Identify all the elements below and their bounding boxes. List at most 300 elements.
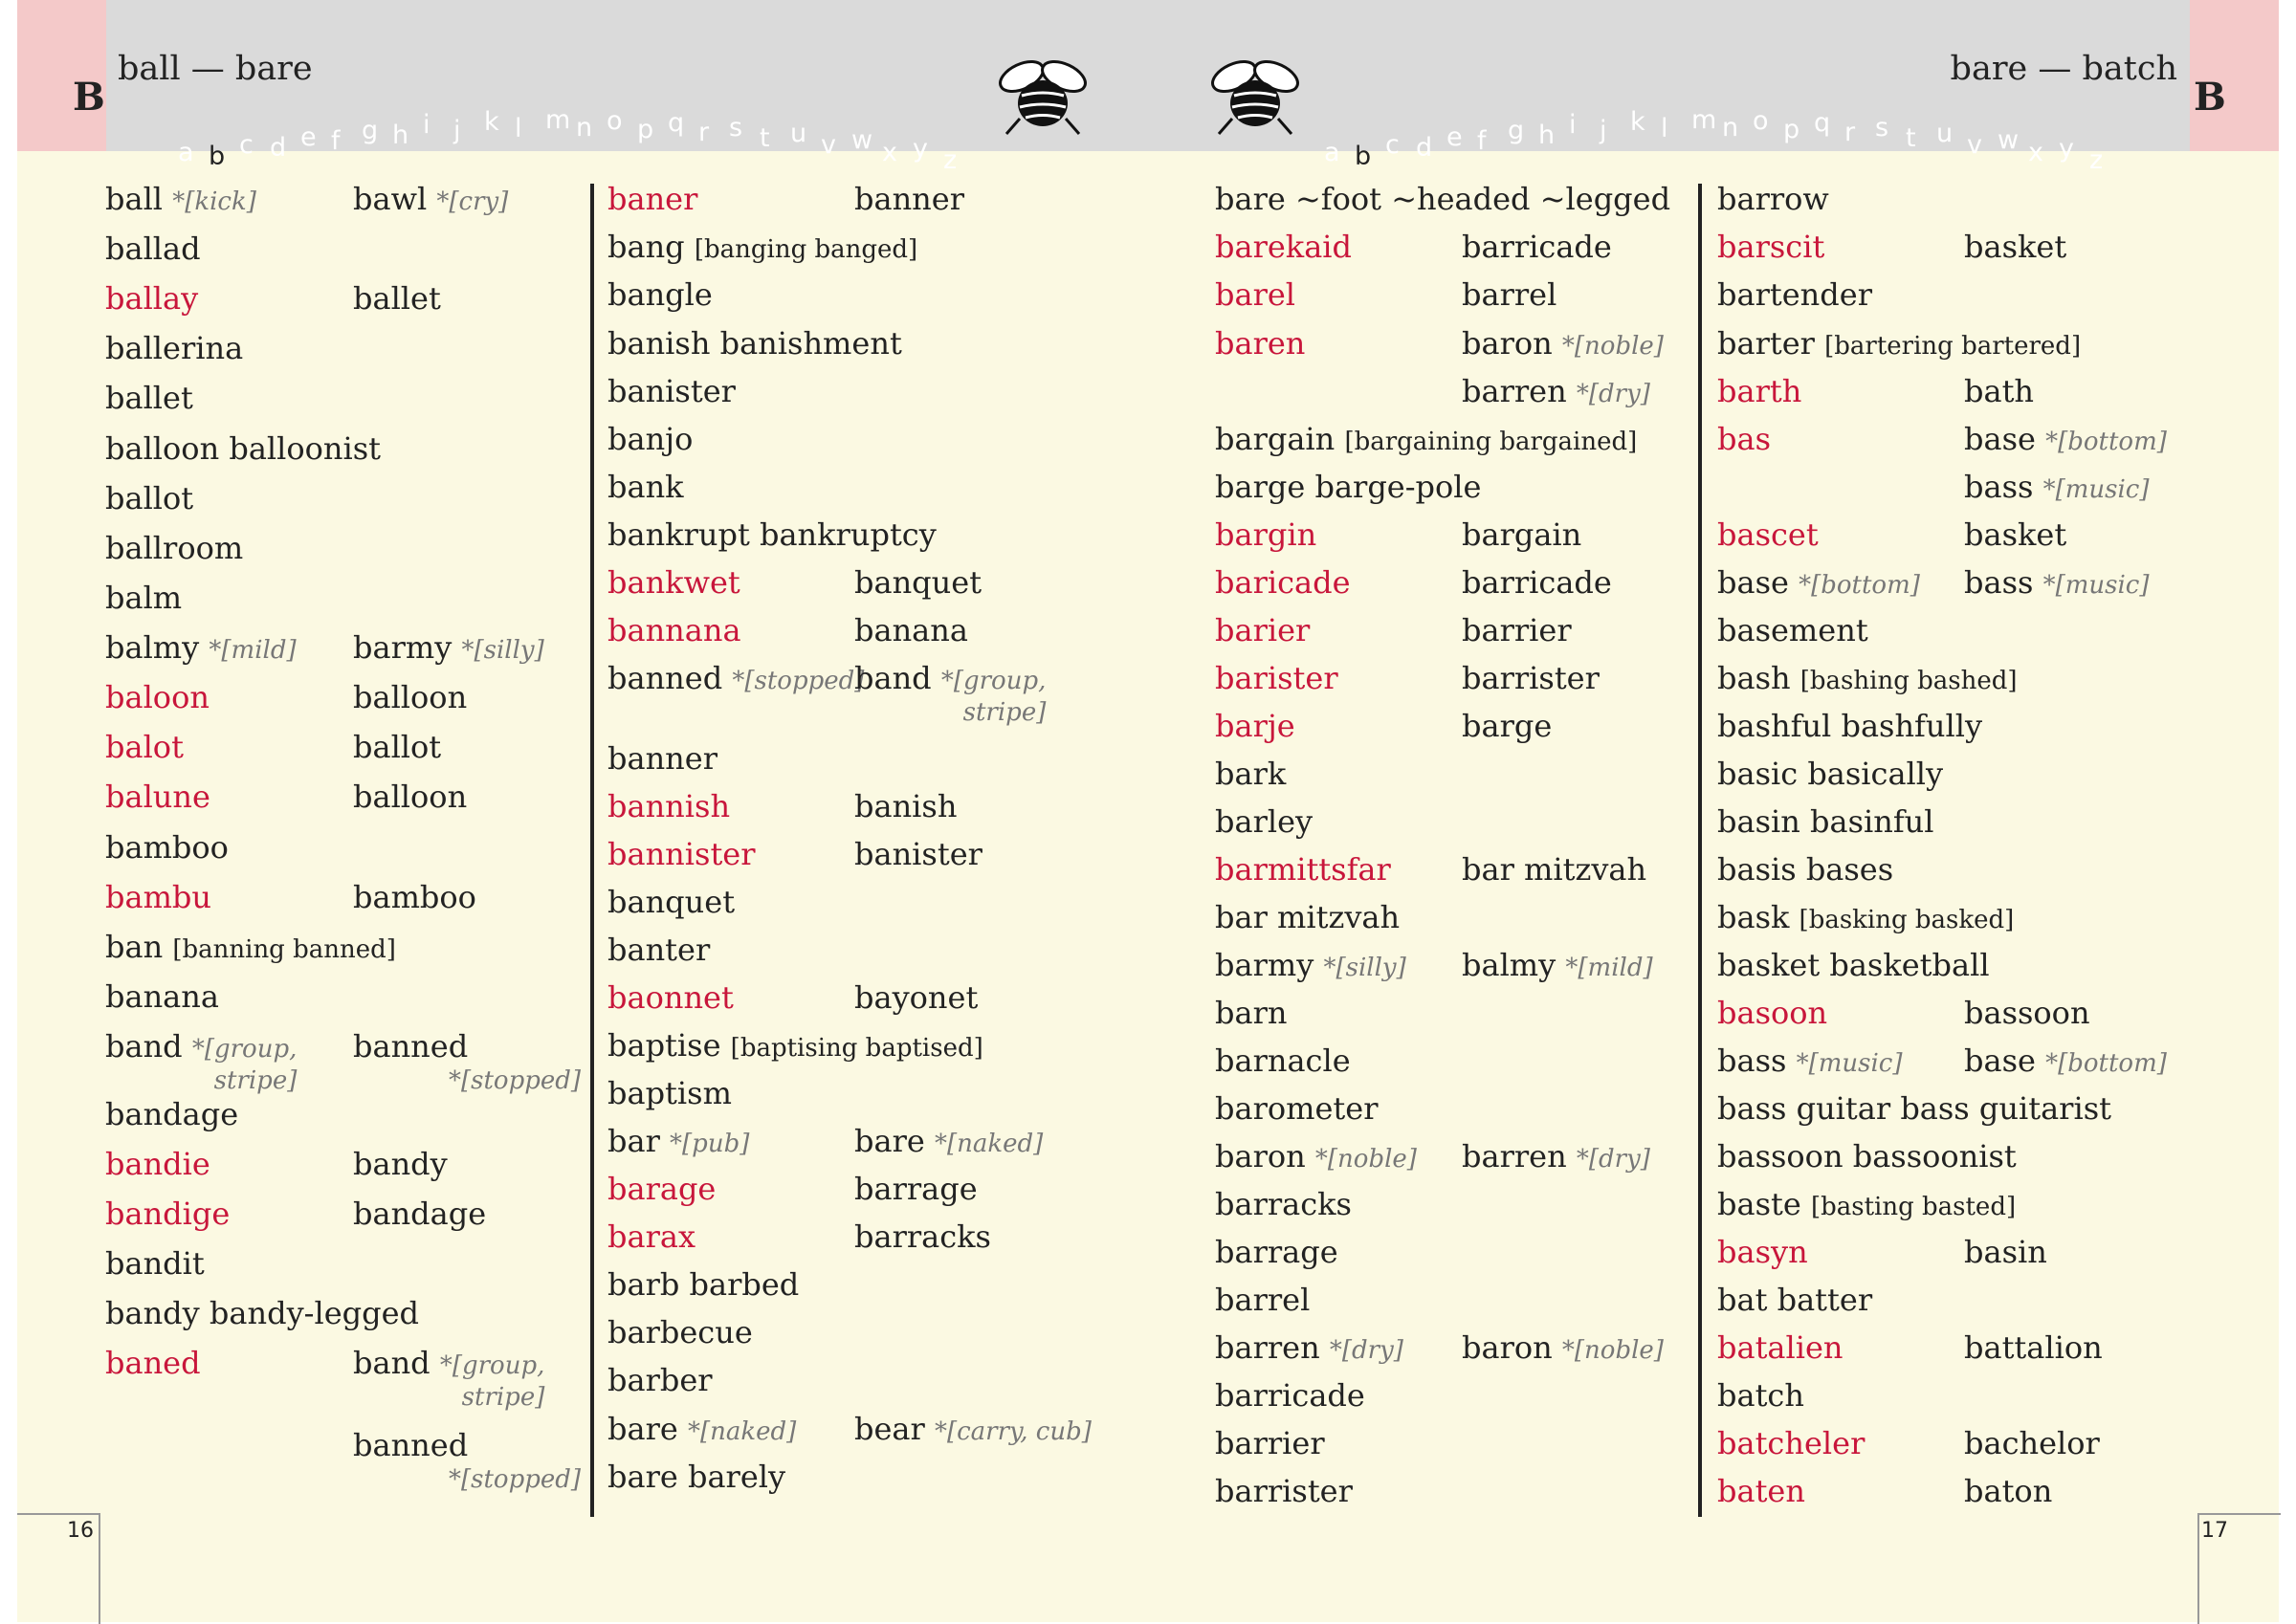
headword-text: barth [1717,373,1802,409]
alphabet-letter-b: b [1355,142,1372,171]
correct-spelling-text: banner [854,181,965,217]
misspelt-headword [607,182,697,216]
headword-text: bannish [607,788,731,824]
headword-entry [607,277,713,312]
headword-entry [1717,1187,2016,1224]
headword-text: barel [1215,276,1296,313]
headword-entry [607,1315,753,1350]
correct-spelling [353,182,508,219]
alphabet-letter-p: p [637,115,654,144]
headword-text: balune [105,779,210,815]
alphabet-letter-g: g [1508,116,1525,145]
correct-spelling-text: bayonet [854,979,979,1016]
alphabet-letter-q: q [668,108,685,138]
meaning-hint: *[music] [2042,475,2150,504]
headword-entry [1215,1235,1338,1269]
misspelt-headword [1717,1426,1865,1460]
headword-text: bassoon bassoonist [1717,1138,2017,1174]
headword-text: baren [1215,325,1306,362]
correct-spelling [1462,948,1653,985]
headword-text: bambu [105,879,211,915]
headword-text: bamboo [105,829,229,866]
alphabet-letter-h: h [1538,121,1556,150]
alphabet-letter-e: e [300,122,317,152]
alphabet-letter-t: t [1906,123,1916,153]
correct-spelling-text: bath [1964,373,2035,409]
headword-entry [1717,709,1982,743]
correct-spelling [854,789,957,823]
correct-spelling-text: band [854,660,932,696]
alphabet-letter-u: u [790,119,807,148]
headword-text: barrage [1215,1234,1338,1270]
headword-entry [105,1296,419,1330]
headword-text: banquet [607,884,736,920]
correct-spelling-text: bar mitzvah [1462,851,1647,888]
correct-spelling [854,980,978,1015]
correct-spelling [1964,1426,2100,1460]
headword-entry [1215,1091,1379,1126]
alphabet-letter-r: r [698,118,710,147]
headword-text: barb barbed [607,1266,800,1303]
correct-spelling-text: balloon [353,679,468,715]
misspelt-headword [607,789,730,823]
correct-spelling-text: ballet [353,280,441,317]
alphabet-letter-y: y [913,134,928,164]
meaning-hint: *[dry] [1576,1145,1650,1174]
headword-text: ballay [105,280,199,317]
meaning-hint: *[music] [1796,1049,1903,1078]
meaning-hint: *[bottom] [2045,428,2167,456]
meaning-hint: *[music] [2042,571,2150,600]
correct-spelling-text: bawl [353,181,428,217]
headword-entry [1717,1139,2017,1174]
alphabet-letter-o: o [607,106,623,136]
alphabet-letter-u: u [1936,119,1954,148]
alphabet-letter-c: c [1385,130,1400,160]
misspelt-headword [105,1147,210,1181]
headword-text: barnacle [1215,1042,1351,1079]
correct-spelling-text: base [1964,1042,2036,1079]
headword-entry [607,741,718,776]
headword-text: bar mitzvah [1215,899,1401,935]
headword-text: bankwet [607,564,740,601]
alphabet-letter-w: w [1998,125,2020,155]
correct-spelling-text: barren [1462,1138,1567,1174]
misspelt-headword [1717,230,1824,264]
correct-spelling-text: baron [1462,1329,1553,1366]
right-section-letter: B [2194,75,2226,120]
alphabet-letter-o: o [1753,106,1769,136]
correct-spelling-text: banned [353,1028,469,1064]
correct-spelling-text: barrier [1462,612,1572,648]
headword-text: bank [607,469,684,505]
correct-spelling [1964,374,2034,408]
correct-spelling-text: bear [854,1411,925,1447]
meaning-hint: *[noble] [1561,1336,1664,1365]
alphabet-letter-m: m [1691,105,1717,135]
headword-text: banner [607,740,718,777]
headword-text: bandie [105,1146,210,1182]
meaning-hint: *[bottom] [1799,571,1920,600]
alphabet-letter-m: m [545,105,571,135]
headword-entry [1215,182,1670,216]
alphabet-letter-t: t [760,123,770,153]
headword-entry [1215,1043,1351,1078]
misspelt-headword [607,980,734,1015]
alphabet-letter-z: z [943,145,958,175]
headword-entry [105,431,381,466]
headword-entry [607,470,684,504]
headword-text: bare [607,1411,678,1447]
misspelt-headword [105,880,211,914]
headword-text: bashful bashfully [1717,708,1983,744]
correct-spelling [1462,613,1572,647]
misspelt-headword [607,565,740,600]
headword-text: baonnet [607,979,734,1016]
misspelt-headword [607,1172,716,1206]
correct-spelling [1964,1330,2103,1365]
correct-spelling [1964,1474,2052,1508]
correct-spelling [1964,422,2167,459]
headword-text: barax [607,1218,695,1255]
headword-text: banana [105,978,219,1015]
misspelt-headword [1215,230,1352,264]
correct-spelling-text: bamboo [353,879,476,915]
headword-entry [607,422,693,456]
correct-spelling [1964,517,2066,552]
correct-spelling-text: banned [353,1427,469,1463]
headword-entry [105,481,193,516]
misspelt-headword [105,779,210,814]
alphabet-letter-s: s [1875,113,1889,143]
headword-entry [1717,1091,2111,1126]
headword-text: barmittsfar [1215,851,1391,888]
correct-spelling-text: barricade [1462,564,1612,601]
alphabet-letter-k: k [1630,107,1645,137]
headword-text: baricade [1215,564,1351,601]
meaning-hint: *[kick] [172,187,256,216]
correct-spelling [1964,1043,2167,1081]
misspelt-headword [1215,277,1295,312]
correct-spelling [1462,852,1646,887]
headword-entry [1215,804,1313,839]
headword-text: barn [1215,995,1288,1031]
headword-entry [1717,1378,1804,1413]
right-alphabet-strip [1324,105,2128,175]
meaning-hint: *[dry] [1576,380,1650,408]
headword-entry [1215,1426,1325,1460]
headword-entry [1717,661,2018,698]
headword-entry [607,1028,983,1065]
correct-spelling-text: bass [1964,469,2034,505]
headword-text: ballerina [105,330,244,366]
correct-spelling [1462,1139,1650,1176]
inflections: [bashing bashed] [1799,667,2018,695]
headword-text: bare barely [607,1459,786,1495]
column-divider [1698,184,1702,1517]
misspelt-headword [1717,1474,1805,1508]
headword-entry [1717,757,1943,791]
meaning-hint: *[carry, cub] [934,1417,1092,1446]
headword-entry [1717,1043,1902,1081]
headword-text: bartender [1717,276,1872,313]
alphabet-letter-j: j [1600,116,1607,145]
headword-text: barge barge-pole [1215,469,1482,505]
misspelt-headword [1215,661,1338,695]
headword-text: banish banishment [607,325,902,362]
headword-entry [1717,565,1920,603]
headword-entry [607,374,736,408]
meaning-hint: *[silly] [1323,954,1406,982]
headword-text: batch [1717,1377,1804,1414]
headword-text: banjo [607,421,694,457]
headword-entry [1215,1378,1365,1413]
headword-entry [1215,470,1481,504]
alphabet-letter-h: h [392,121,409,150]
correct-spelling-text: barren [1462,373,1567,409]
correct-spelling [353,281,441,316]
headword-entry [607,517,937,552]
headword-text: batcheler [1717,1425,1866,1461]
meaning-hint: *[group, [940,667,1047,695]
headword-entry [105,331,243,365]
headword-text: bang [607,229,685,265]
headword-text: bargin [1215,516,1317,553]
headword-entry [607,230,917,267]
headword-entry [1215,422,1637,459]
correct-spelling [353,1147,448,1181]
correct-spelling [854,613,968,647]
right-guide-words: bare — batch [1950,50,2177,88]
correct-spelling [1462,374,1650,411]
headword-entry [607,326,902,361]
meaning-hint: *[group, [191,1035,298,1064]
headword-text: ballet [105,380,193,416]
inflections: [basking basked] [1799,906,2015,934]
correct-spelling [1462,277,1556,312]
correct-spelling [353,1028,582,1095]
headword-text: basis bases [1717,851,1894,888]
correct-spelling-text: battalion [1964,1329,2103,1366]
alphabet-letter-q: q [1814,108,1831,138]
meaning-hint: *[naked] [934,1130,1044,1158]
headword-text: barrow [1717,181,1829,217]
alphabet-letter-d: d [270,133,287,163]
alphabet-letter-e: e [1446,122,1463,152]
misspelt-headword [1215,852,1391,887]
correct-spelling [353,1196,486,1231]
headword-text: barekaid [1215,229,1352,265]
headword-entry [1717,900,2014,937]
correct-spelling [353,630,544,668]
headword-text: barrel [1215,1282,1311,1318]
headword-entry [1215,948,1406,985]
headword-entry [1717,852,1893,887]
headword-entry [105,581,182,615]
headword-text: bandige [105,1196,231,1232]
headword-entry [1215,1474,1353,1508]
correct-spelling-text: basket [1964,516,2067,553]
misspelt-headword [1215,709,1295,743]
headword-text: barricade [1215,1377,1365,1414]
correct-spelling [854,565,982,600]
headword-entry [1717,804,1934,839]
headword-entry [1215,1187,1352,1221]
correct-spelling [353,730,441,764]
correct-spelling-text: banana [854,612,968,648]
left-guide-words: ball — bare [118,50,313,88]
bee-icon [995,48,1091,139]
correct-spelling-text: balmy [1462,947,1556,983]
alphabet-letter-d: d [1416,133,1433,163]
headword-text: balloon balloonist [105,430,382,467]
headword-text: barren [1215,1329,1320,1366]
correct-spelling [854,1412,1092,1449]
headword-entry [607,885,735,919]
headword-entry [1717,326,2081,363]
alphabet-letter-a: a [1324,138,1340,167]
alphabet-letter-k: k [484,107,499,137]
headword-entry [1717,277,1872,312]
headword-entry [1717,948,1990,982]
alphabet-letter-a: a [178,138,194,167]
headword-text: barage [607,1171,717,1207]
headword-text: barje [1215,708,1295,744]
headword-text: banister [607,373,736,409]
headword-entry [607,1459,785,1494]
meaning-hint: *[mild] [209,636,297,665]
meaning-hint: *[cry] [436,187,509,216]
headword-text: ball [105,181,164,217]
correct-spelling [854,1219,991,1254]
headword-text: barley [1215,803,1314,840]
correct-spelling [353,1345,545,1412]
headword-text: base [1717,564,1789,601]
headword-entry [105,182,256,219]
headword-text: bare ~foot ~headed ~legged [1215,181,1671,217]
headword-entry [1215,996,1287,1030]
alphabet-letter-c: c [239,130,254,160]
inflections: [banging banged] [694,235,918,264]
headword-text: bass [1717,1042,1787,1079]
correct-spelling-text: banister [854,836,982,872]
meaning-hint: *[dry] [1329,1336,1403,1365]
headword-text: basement [1717,612,1868,648]
inflections: [bargaining bargained] [1344,428,1638,456]
correct-spelling-text: basket [1964,229,2067,265]
misspelt-headword [105,1196,230,1231]
headword-entry [105,930,396,967]
headword-entry [105,830,229,865]
headword-entry [105,1097,238,1131]
headword-text: bass guitar bass guitarist [1717,1090,2111,1127]
headword-text: banter [607,932,711,968]
meaning-hint: *[bottom] [2045,1049,2167,1078]
alphabet-letter-b: b [209,142,226,171]
headword-entry [1717,182,1829,216]
headword-text: baptise [607,1027,721,1064]
correct-spelling-text: barrage [854,1171,978,1207]
alphabet-letter-f: f [1477,126,1487,156]
headword-text: barister [1215,660,1338,696]
headword-text: balm [105,580,183,616]
headword-text: basoon [1717,995,1828,1031]
correct-spelling-text: barrel [1462,276,1557,313]
meaning-hint-continued: *[stopped] [449,1066,582,1095]
correct-spelling [1964,230,2066,264]
headword-text: barometer [1215,1090,1379,1127]
headword-text: bandit [105,1245,205,1282]
alphabet-letter-w: w [851,125,873,155]
alphabet-letter-v: v [821,130,836,160]
headword-text: bask [1717,899,1790,935]
page-number-left: 16 [67,1519,94,1543]
alphabet-letter-n: n [576,113,593,143]
alphabet-letter-g: g [362,116,379,145]
headword-text: baten [1717,1473,1805,1509]
correct-spelling [353,779,467,814]
correct-spelling [1462,326,1664,363]
headword-text: bargain [1215,421,1336,457]
headword-entry [105,630,297,668]
meaning-hint-continued: stripe] [461,1383,545,1412]
misspelt-headword [1215,565,1351,600]
headword-text: baste [1717,1186,1801,1222]
correct-spelling-text: basin [1964,1234,2047,1270]
headword-entry [1215,900,1400,934]
meaning-hint: *[mild] [1565,954,1653,982]
inflections: [banning banned] [172,935,396,964]
headword-entry [105,381,193,415]
inflections: [baptising baptised] [730,1034,983,1063]
correct-spelling [1462,1330,1664,1368]
column-divider [590,184,594,1517]
meaning-hint-continued: stripe] [962,698,1047,727]
headword-text: bannister [607,836,756,872]
misspelt-headword [105,1346,201,1380]
headword-text: basket basketball [1717,947,1990,983]
bee-icon [1207,48,1303,139]
misspelt-headword [1717,996,1827,1030]
headword-text: baned [105,1345,201,1381]
headword-text: bash [1717,660,1791,696]
headword-text: barracks [1215,1186,1352,1222]
headword-text: bas [1717,421,1771,457]
correct-spelling-text: barricade [1462,229,1612,265]
correct-spelling-text: banquet [854,564,982,601]
headword-text: baner [607,181,698,217]
correct-spelling [1964,1235,2047,1269]
correct-spelling-text: bassoon [1964,995,2090,1031]
alphabet-letter-y: y [2059,134,2074,164]
correct-spelling-text: barracks [854,1218,991,1255]
misspelt-headword [607,837,756,871]
headword-text: balmy [105,629,200,666]
headword-entry [607,933,710,967]
page-number-right: 17 [2201,1519,2228,1543]
alphabet-letter-z: z [2089,145,2104,175]
meaning-hint: *[stopped] [732,667,865,695]
correct-spelling-text: balloon [353,779,468,815]
alphabet-letter-p: p [1783,115,1800,144]
headword-text: baron [1215,1138,1306,1174]
correct-spelling [1462,517,1581,552]
correct-spelling-text: baron [1462,325,1553,362]
headword-text: barmy [1215,947,1314,983]
alphabet-letter-i: i [423,110,430,140]
correct-spelling-text: baton [1964,1473,2053,1509]
correct-spelling-text: band [353,1345,430,1381]
